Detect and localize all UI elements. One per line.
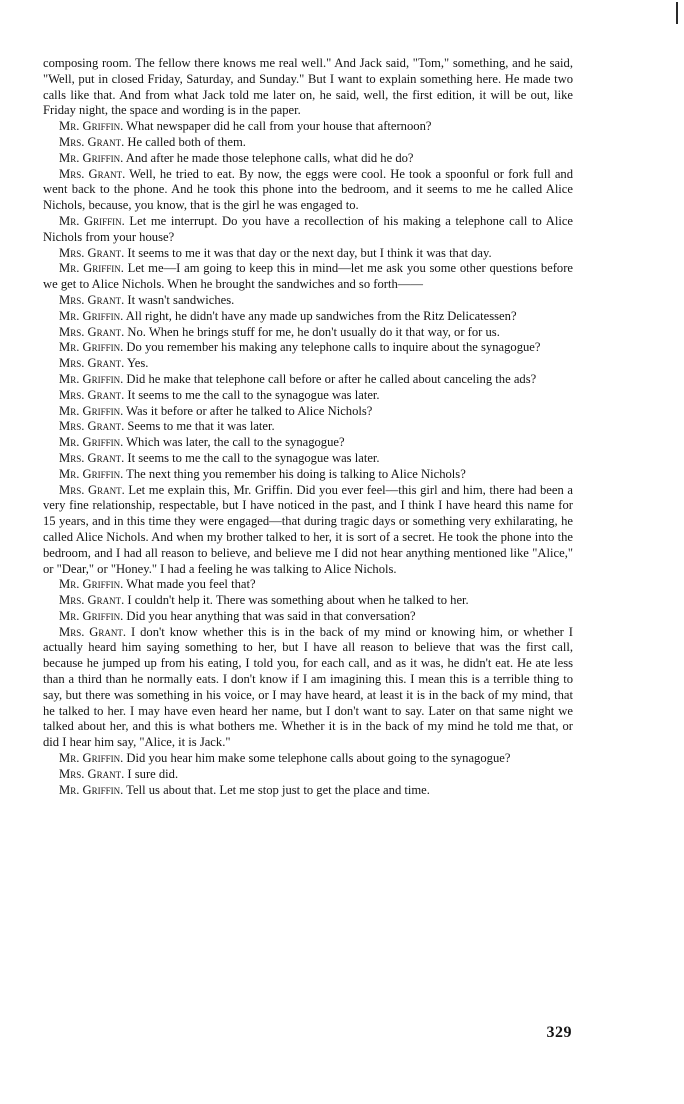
speaker-label: Mr. Griffin.: [59, 466, 124, 481]
speaker-label: Mr. Griffin.: [59, 751, 124, 766]
speaker-label: Mrs. Grant.: [59, 482, 125, 497]
transcript-paragraph: [43, 577, 573, 593]
speaker-label: Mrs. Grant.: [59, 324, 125, 339]
transcript-paragraph: [43, 56, 573, 119]
speaker-label: Mrs. Grant.: [59, 292, 125, 307]
paragraph-text: It seems to me it was that day or the next day, but I think it was that day.: [127, 245, 492, 260]
paragraph-text: It seems to me the call to the synagogue was later.: [127, 387, 380, 402]
paragraph-text: No. When he brings stuff for me, he don't usually do it that way, or for us.: [127, 324, 500, 339]
transcript-paragraph: [43, 356, 573, 372]
speaker-label: Mrs. Grant.: [59, 419, 125, 434]
paragraph-text: I sure did.: [127, 766, 179, 781]
transcript-paragraph: [43, 467, 573, 483]
transcript-paragraph: [43, 167, 573, 214]
speaker-label: Mrs. Grant.: [59, 134, 125, 149]
transcript-paragraph: [43, 625, 573, 751]
speaker-label: Mrs. Grant.: [59, 387, 125, 402]
transcript-body: [43, 56, 573, 798]
speaker-label: Mrs. Grant.: [59, 245, 125, 260]
paragraph-text: Did he make that telephone call before or after he called about canceling the ads?: [126, 371, 537, 386]
speaker-label: Mr. Griffin.: [59, 435, 124, 450]
transcript-paragraph: [43, 483, 573, 578]
paragraph-text: Let me interrupt. Do you have a recollection of his making a telephone call to Alice Nichols from your house?: [43, 213, 573, 244]
transcript-paragraph: [43, 783, 573, 799]
speaker-label: Mr. Griffin.: [59, 213, 125, 228]
transcript-paragraph: [43, 751, 573, 767]
paragraph-text: It seems to me the call to the synagogue was later.: [127, 450, 380, 465]
transcript-paragraph: [43, 372, 573, 388]
page-edge-mark: [676, 2, 678, 24]
paragraph-text: Yes.: [126, 356, 149, 371]
transcript-paragraph: [43, 151, 573, 167]
transcript-paragraph: [43, 419, 573, 435]
paragraph-text: Did you hear him make some telephone calls about going to the synagogue?: [126, 751, 511, 766]
transcript-paragraph: [43, 388, 573, 404]
paragraph-text: What newspaper did he call from your house that afternoon?: [126, 119, 432, 134]
paragraph-text: I couldn't help it. There was something about when he talked to her.: [127, 593, 469, 608]
speaker-label: Mr. Griffin.: [59, 608, 124, 623]
speaker-label: Mr. Griffin.: [59, 577, 124, 592]
speaker-label: Mr. Griffin.: [59, 261, 124, 276]
paragraph-text: Well, he tried to eat. By now, the eggs were cool. He took a spoonful or fork full and went back to the phone. And he took this phone into the bedroom, and it seems to me he called Alice Nichols, because, you know, that is the girl he was engaged to.: [43, 166, 574, 213]
paragraph-text: Which was later, the call to the synagogue?: [126, 435, 345, 450]
paragraph-text: And after he made those telephone calls, what did he do?: [125, 150, 414, 165]
speaker-label: Mr. Griffin.: [59, 150, 124, 165]
speaker-label: Mrs. Grant.: [59, 624, 127, 639]
transcript-paragraph: [43, 135, 573, 151]
transcript-paragraph: [43, 119, 573, 135]
speaker-label: Mrs. Grant.: [59, 450, 125, 465]
transcript-paragraph: [43, 293, 573, 309]
paragraph-text: He called both of them.: [127, 134, 246, 149]
transcript-paragraph: [43, 593, 573, 609]
transcript-paragraph: [43, 767, 573, 783]
speaker-label: Mr. Griffin.: [59, 403, 124, 418]
transcript-paragraph: [43, 246, 573, 262]
paragraph-text: Did you hear anything that was said in that conversation?: [126, 608, 416, 623]
paragraph-text: All right, he didn't have any made up sandwiches from the Ritz Delicatessen?: [125, 308, 517, 323]
paragraph-text: Do you remember his making any telephone calls to inquire about the synagogue?: [126, 340, 541, 355]
speaker-label: Mr. Griffin.: [59, 782, 124, 797]
transcript-paragraph: [43, 609, 573, 625]
speaker-label: Mr. Griffin.: [59, 340, 124, 355]
page-number: 329: [546, 1024, 572, 1041]
paragraph-text: Seems to me that it was later.: [127, 419, 275, 434]
paragraph-text: Was it before or after he talked to Alice Nichols?: [126, 403, 373, 418]
transcript-paragraph: [43, 451, 573, 467]
paragraph-text: Tell us about that. Let me stop just to get the place and time.: [126, 782, 430, 797]
paragraph-text: It wasn't sandwiches.: [127, 292, 235, 307]
paragraph-text: Let me explain this, Mr. Griffin. Did you ever feel—this girl and him, there had been a very fine relationship, respectable, but I have noticed in the past, and I think I have heard this name for 15 years, and in this time they were engaged—that during tragic days or something very exhilarating, he called Alice Nichols. And when my brother talked to her, it is sort of a secret. He took the phone into the bedroom, and I had all reason to believe, and believe me I did not hear anything mentioned like "Alice," or "Dear," or "Honey." I had a feeling he was talking to Alice Nichols.: [43, 482, 574, 576]
speaker-label: Mrs. Grant.: [59, 766, 125, 781]
speaker-label: Mrs. Grant.: [59, 356, 125, 371]
transcript-paragraph: [43, 214, 573, 246]
paragraph-text: The next thing you remember his doing is talking to Alice Nichols?: [126, 466, 466, 481]
transcript-paragraph: [43, 261, 573, 293]
paragraph-text: I don't know whether this is in the back of my mind or knowing him, or whether I actually heard him saying something to her, but I have all reason to believe that was the first call, because he jumped up from his eating, I told you, for each call, and as it was, he didn't eat. He ate less than a third than he normally eats. I don't know if I am imagining this. I mean this is a terrible thing to say, but there was something in his voice, or I may have heard, at least it is in the back of my mind, that he talked to her. I may have even heard her name, but I don't want to say. Later on that same night we talked about her, and this is what bothers me. Whether it is in the back of my mind he told me that, or did I hear him say, "Alice, it is Jack.": [43, 624, 574, 750]
transcript-paragraph: [43, 325, 573, 341]
speaker-label: Mr. Griffin.: [59, 308, 124, 323]
speaker-label: Mr. Griffin.: [59, 371, 124, 386]
speaker-label: Mrs. Grant.: [59, 593, 125, 608]
transcript-paragraph: [43, 435, 573, 451]
paragraph-text: Let me—I am going to keep this in mind—let me ask you some other questions before we get to Alice Nichols. When he brought the sandwiches and so forth——: [43, 261, 573, 292]
transcript-paragraph: [43, 340, 573, 356]
speaker-label: Mr. Griffin.: [59, 119, 124, 134]
paragraph-text: composing room. The fellow there knows me real well." And Jack said, "Tom," something, and he said, "Well, put in closed Friday, Saturday, and Sunday." But I want to explain something here. He made two calls like that. And from what Jack told me later on, he said, well, the first edition, it will be out, like Friday night, the space and wording is in the paper.: [43, 56, 573, 118]
speaker-label: Mrs. Grant.: [59, 166, 126, 181]
paragraph-text: What made you feel that?: [126, 577, 256, 592]
transcript-paragraph: [43, 404, 573, 420]
transcript-paragraph: [43, 309, 573, 325]
